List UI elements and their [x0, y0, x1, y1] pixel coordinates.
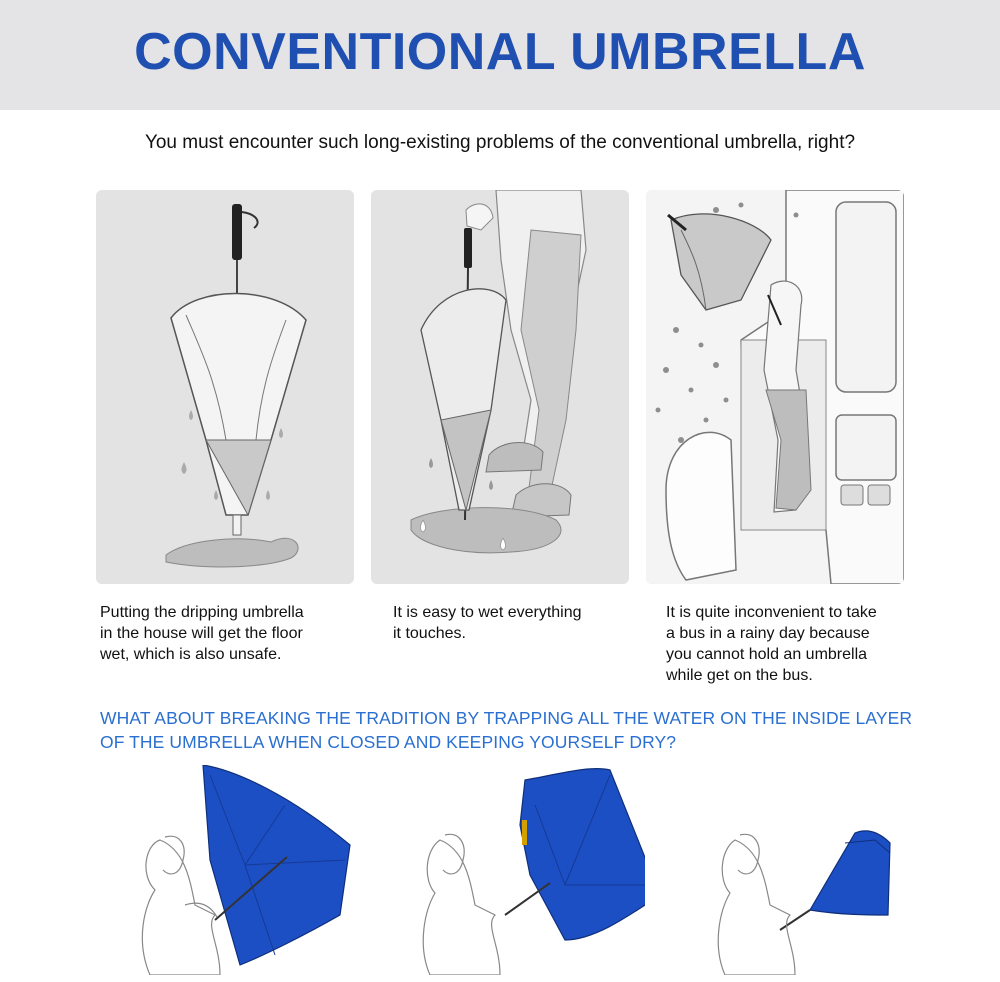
caption-line: It is quite inconvenient to take — [666, 604, 877, 621]
page-title: CONVENTIONAL UMBRELLA — [134, 23, 866, 81]
problem-panel-3 — [646, 190, 904, 584]
caption-line: while get on the bus. — [666, 667, 813, 684]
dripping-umbrella-illustration — [96, 190, 354, 584]
person-boarding-bus-illustration — [646, 190, 904, 584]
question-line: OF THE UMBRELLA WHEN CLOSED AND KEEPING YOURSELF DRY? — [100, 732, 677, 752]
caption-line: a bus in a rainy day because — [666, 625, 870, 642]
caption-line: wet, which is also unsafe. — [100, 646, 282, 663]
caption-line: you cannot hold an umbrella — [666, 646, 868, 663]
solution-question — [100, 706, 912, 754]
caption-line: Putting the dripping umbrella — [100, 604, 304, 621]
woman-closed-reverse-umbrella — [710, 765, 940, 975]
woman-folding-reverse-umbrella — [415, 765, 645, 975]
caption-line: in the house will get the floor — [100, 625, 303, 642]
woman-opening-reverse-umbrella — [125, 765, 355, 975]
question-line: WHAT ABOUT BREAKING THE TRADITION BY TRAPPING ALL THE WATER ON THE INSIDE LAYER — [100, 708, 913, 728]
caption-line: it touches. — [393, 625, 466, 642]
step-illustration-3 — [710, 765, 940, 975]
problem-panel-2 — [371, 190, 629, 584]
step-illustration-1 — [125, 765, 355, 975]
person-wet-umbrella-illustration — [371, 190, 629, 584]
header-banner — [0, 0, 1000, 110]
problem-caption-3 — [666, 602, 877, 686]
problem-panel-1 — [96, 190, 354, 584]
caption-line: It is easy to wet everything — [393, 604, 582, 621]
problem-caption-1 — [100, 602, 304, 665]
problem-caption-2 — [393, 602, 582, 644]
step-illustration-2 — [415, 765, 645, 975]
intro-text: You must encounter such long-existing problems of the conventional umbrella, right? — [144, 132, 856, 153]
